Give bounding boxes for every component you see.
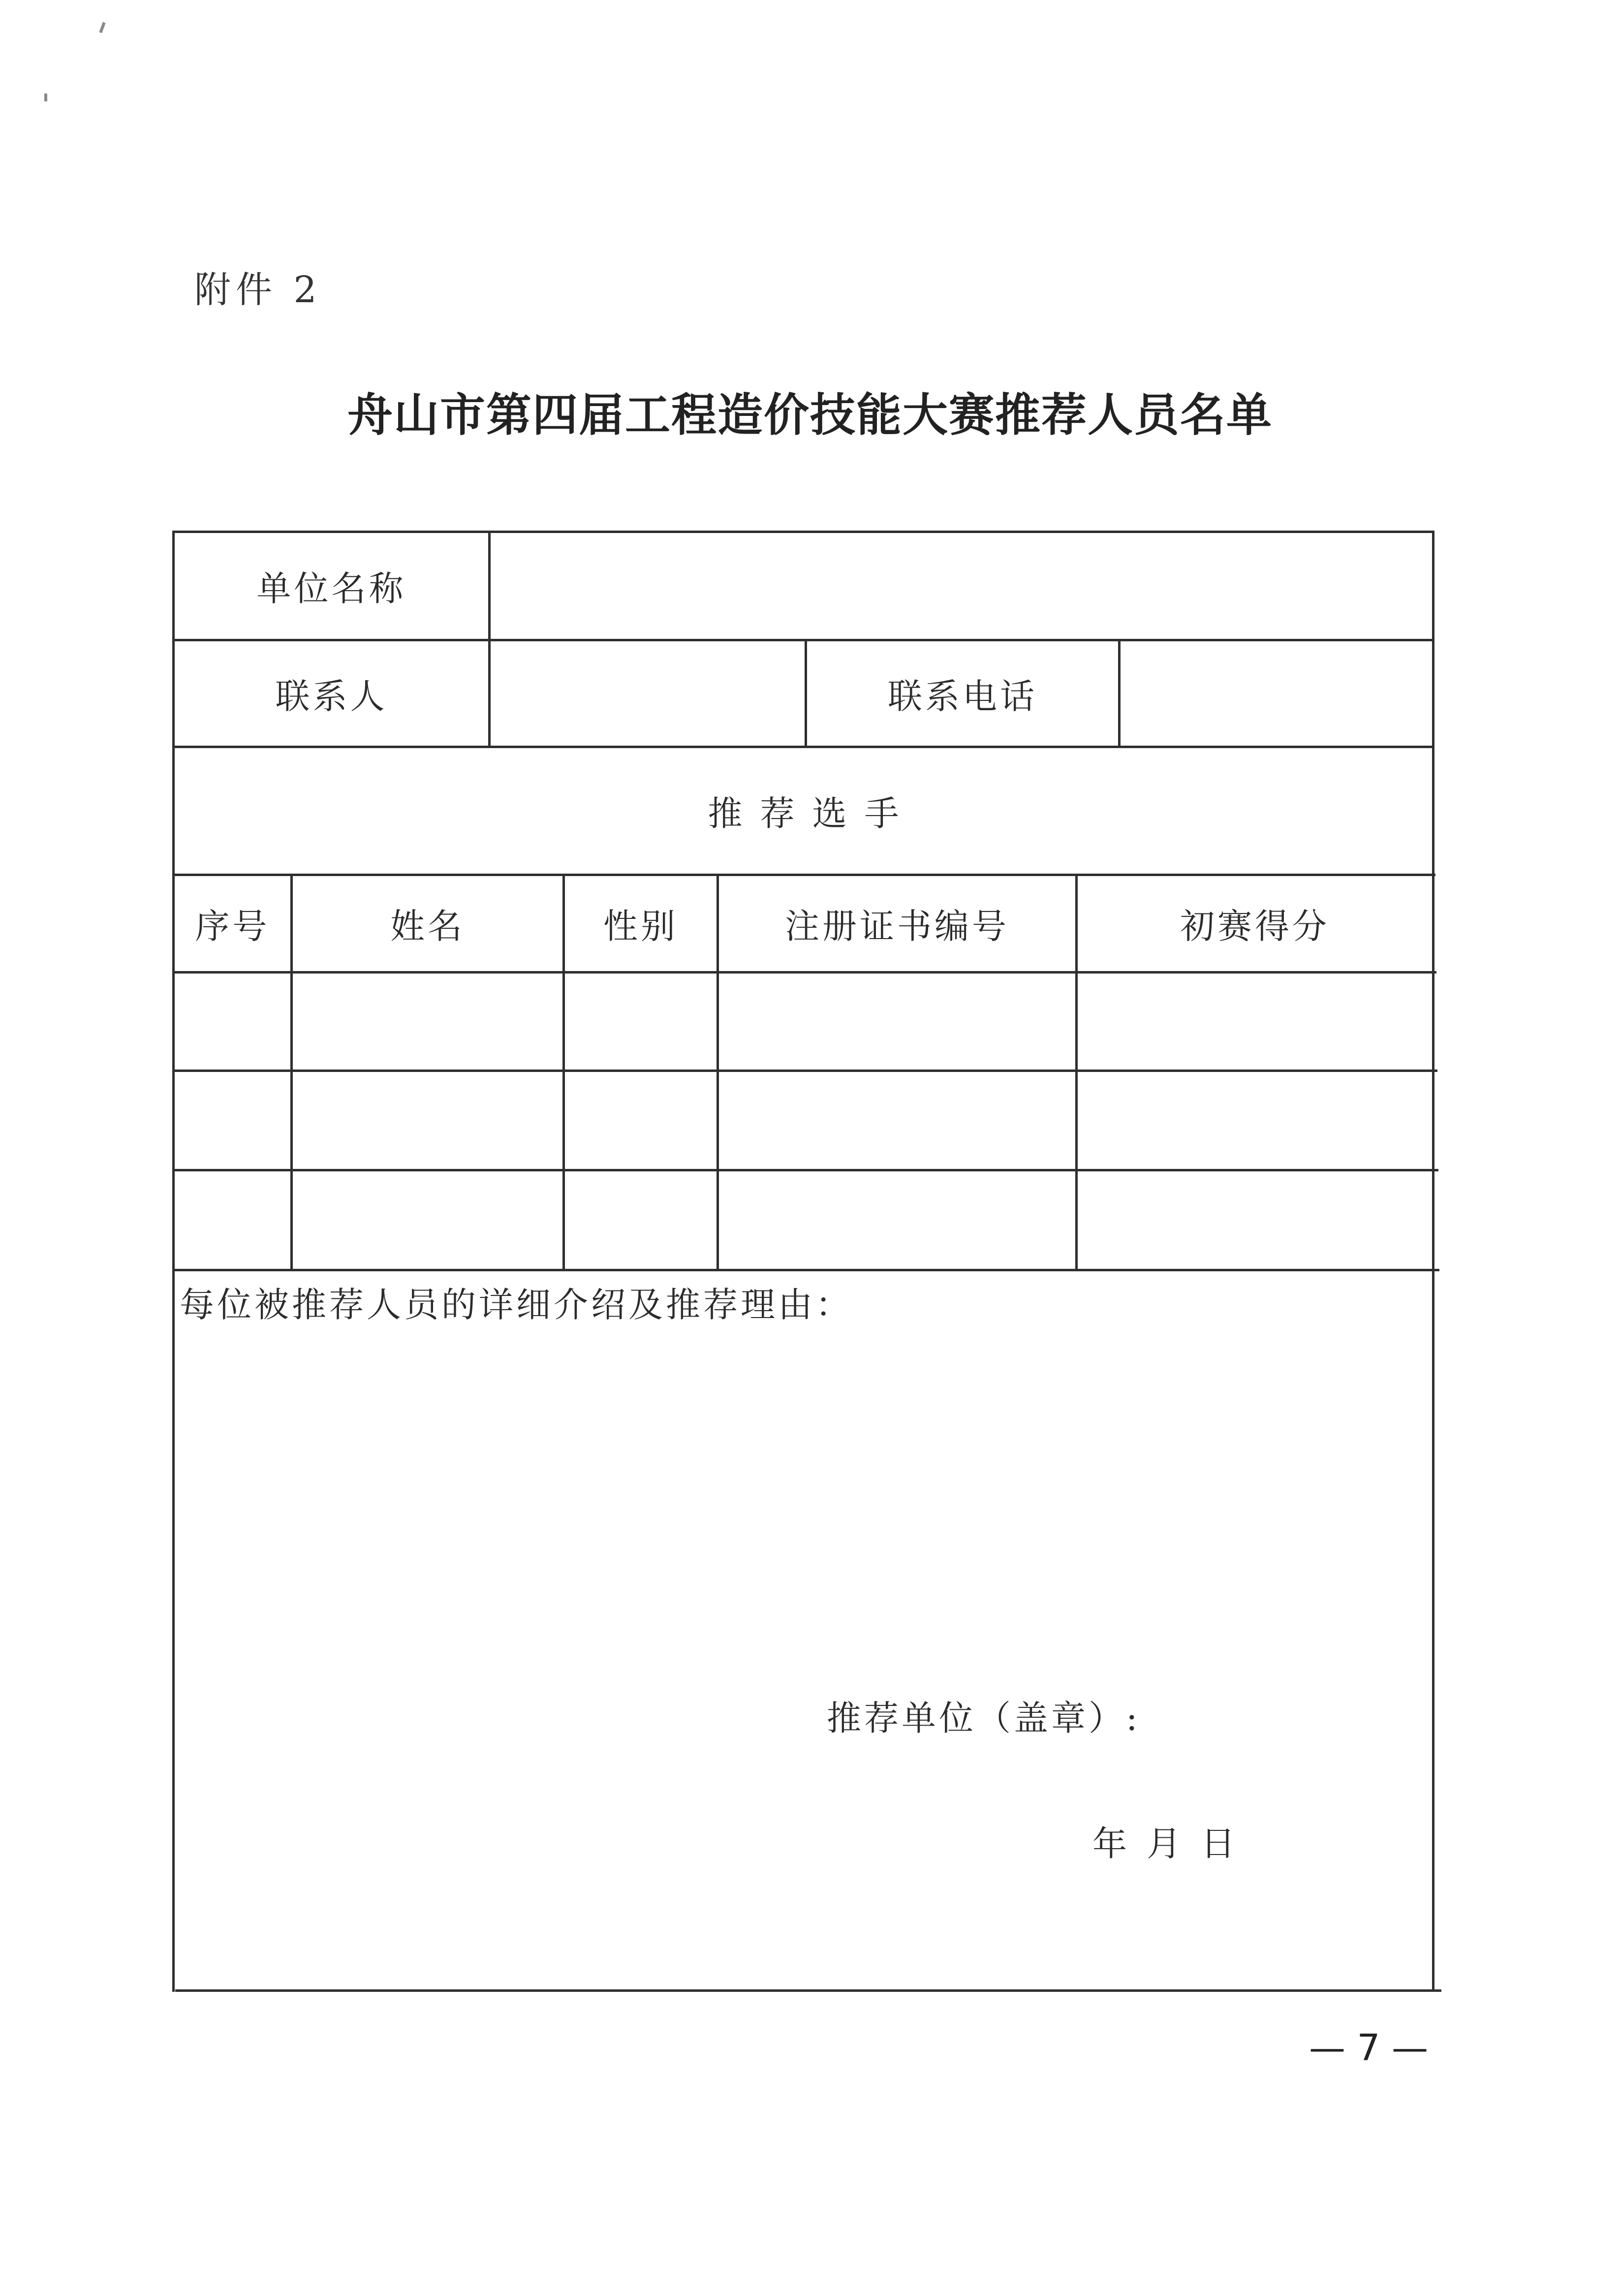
unit-name-field[interactable] (491, 533, 1432, 639)
recommending-unit-seal-label: 推荐单位（盖章）: (827, 1698, 1141, 1738)
column-header-index: 序号 (195, 906, 270, 946)
column-header-name: 姓名 (390, 906, 465, 946)
column-header-certificate-number: 注册证书编号 (785, 906, 1009, 946)
table-cell-r2-score[interactable] (1078, 1072, 1432, 1169)
table-cell-r1-index[interactable] (175, 974, 290, 1069)
table-border-right (1432, 531, 1434, 1992)
attachment-label: 附件 2 (194, 269, 322, 311)
document-title: 舟山市第四届工程造价技能大赛推荐人员名单 (347, 389, 1273, 441)
contact-label: 联系人 (275, 676, 388, 717)
phone-field[interactable] (1121, 641, 1432, 746)
date-label: 年月日 (1092, 1824, 1255, 1864)
table-cell-r1-score[interactable] (1078, 974, 1432, 1069)
table-cell-r2-index[interactable] (175, 1072, 290, 1169)
recommendation-reason-field[interactable] (177, 1329, 1430, 1673)
table-border-bottom (175, 1989, 1441, 1992)
table-cell-r3-certificate[interactable] (719, 1171, 1075, 1269)
table-cell-r3-score[interactable] (1078, 1171, 1432, 1269)
table-cell-r1-name[interactable] (293, 974, 562, 1069)
table-cell-r3-index[interactable] (175, 1171, 290, 1269)
contact-field[interactable] (491, 641, 805, 746)
table-cell-r2-gender[interactable] (565, 1072, 717, 1169)
scan-speck (44, 94, 47, 101)
table-cell-r1-gender[interactable] (565, 974, 717, 1069)
table-cell-r2-certificate[interactable] (719, 1072, 1075, 1169)
table-cell-r3-name[interactable] (293, 1171, 562, 1269)
unit-name-label: 单位名称 (256, 568, 406, 609)
recommendation-reason-label: 每位被推荐人员的详细介绍及推荐理由： (180, 1285, 853, 1325)
table-cell-r1-certificate[interactable] (719, 974, 1075, 1069)
recommended-players-heading: 推荐选手 (708, 793, 917, 834)
table-cell-r3-gender[interactable] (565, 1171, 717, 1269)
column-header-gender: 性别 (603, 906, 678, 946)
table-line-data3 (174, 1269, 1439, 1271)
phone-label: 联系电话 (888, 676, 1037, 717)
table-cell-r2-name[interactable] (293, 1072, 562, 1169)
column-header-preliminary-score: 初赛得分 (1180, 906, 1330, 946)
page-number: — 7 — (1309, 2027, 1429, 2069)
scan-speck (99, 22, 105, 33)
